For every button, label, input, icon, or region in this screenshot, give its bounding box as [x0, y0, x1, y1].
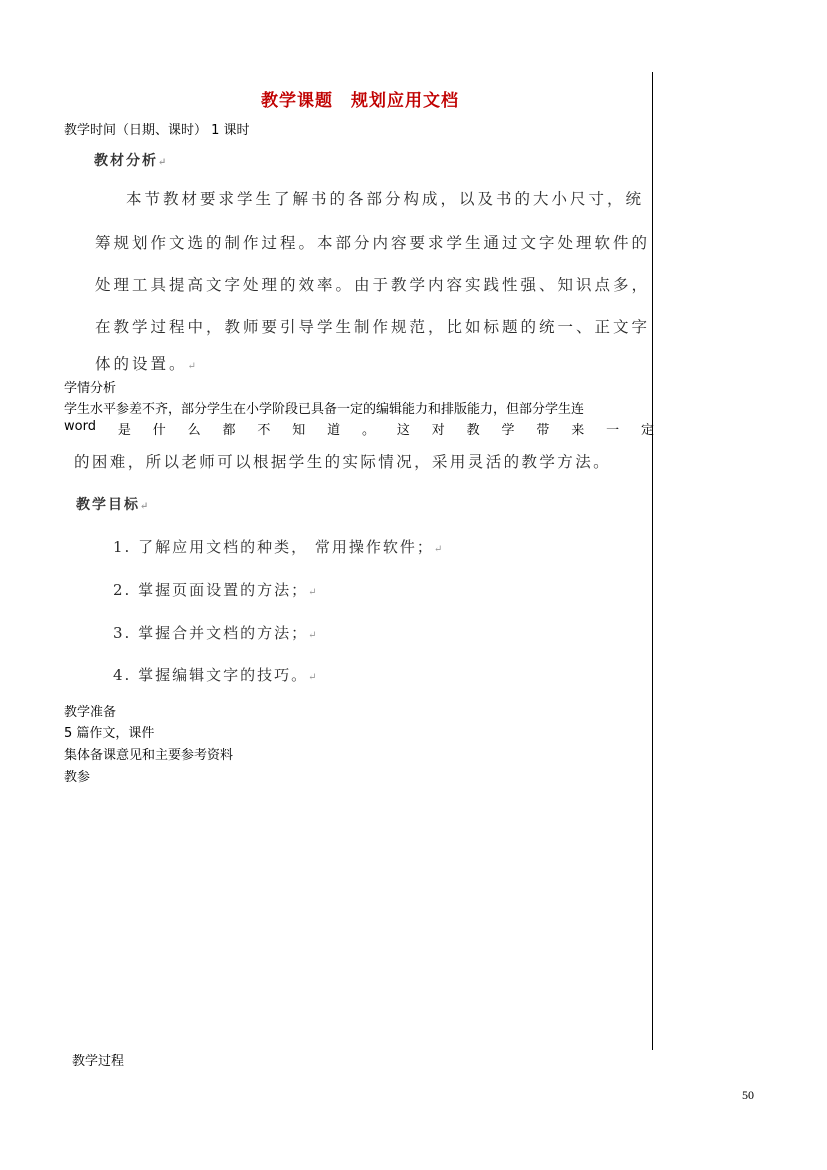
- material-line-1: 本节教材要求学生了解书的各部分构成，以及书的大小尺寸，统: [126, 190, 645, 208]
- students-line-2-word: 来: [571, 423, 585, 438]
- paragraph-mark-icon: ↵: [140, 501, 149, 512]
- material-line-3: 处理工具提高文字处理的效率。由于教学内容实践性强、知识点多，: [95, 276, 651, 294]
- paragraph-mark-icon: ↵: [158, 157, 167, 168]
- students-line-2-word: 定: [640, 423, 654, 438]
- prep-content: 5 篇作文，课件: [64, 726, 155, 741]
- paragraph-mark-icon: ↵: [308, 672, 317, 683]
- page-title: 教学课题 规划应用文档: [261, 91, 459, 111]
- reference-content: 教参: [64, 770, 91, 785]
- goal-item-4: 4. 掌握编辑文字的技巧。↵: [113, 666, 317, 684]
- goal-item-3: 3. 掌握合并文档的方法；↵: [113, 624, 317, 642]
- prep-heading: 教学准备: [64, 705, 117, 720]
- paragraph-mark-icon: ↵: [433, 544, 443, 555]
- material-line-5: 体的设置。↵: [95, 355, 196, 373]
- students-line-2: [64, 419, 654, 438]
- students-line-2-word: 都: [222, 423, 236, 438]
- goals-heading: 教学目标↵: [76, 497, 149, 513]
- column-divider: [652, 72, 653, 1050]
- students-line-2-word: word: [64, 419, 96, 434]
- students-line-2-word: 带: [536, 423, 550, 438]
- students-line-2-word: 教: [466, 423, 480, 438]
- students-line-2-word: 不: [257, 423, 271, 438]
- material-line-2: 筹规划作文选的制作过程。本部分内容要求学生通过文字处理软件的: [95, 234, 651, 252]
- students-line-2-word: 一: [606, 423, 620, 438]
- students-line-2-word: 道: [327, 423, 341, 438]
- students-heading: 学情分析: [64, 381, 117, 396]
- students-line-2-word: 什: [152, 423, 166, 438]
- material-heading: 教材分析↵: [94, 153, 167, 169]
- students-line-2-word: 这: [396, 423, 410, 438]
- page-number: 50: [742, 1088, 754, 1102]
- process-heading: 教学过程: [72, 1054, 125, 1069]
- students-line-2-word: 对: [431, 423, 445, 438]
- teaching-time: 教学时间（日期、课时） 1 课时: [64, 123, 250, 138]
- students-line-2-word: 学: [501, 423, 515, 438]
- goal-item-2: 2. 掌握页面设置的方法；↵: [113, 581, 317, 599]
- students-line-2-word: 。: [361, 423, 375, 438]
- students-line-2-word: 知: [292, 423, 306, 438]
- students-line-3: 的困难，所以老师可以根据学生的实际情况，采用灵活的教学方法。: [74, 453, 612, 471]
- material-line-4: 在教学过程中，教师要引导学生制作规范，比如标题的统一、正文字: [95, 318, 651, 336]
- students-line-2-word: 是: [117, 423, 131, 438]
- students-line-1: 学生水平参差不齐，部分学生在小学阶段已具备一定的编辑能力和排版能力，但部分学生连: [64, 402, 585, 417]
- paragraph-mark-icon: ↵: [187, 361, 196, 372]
- paragraph-mark-icon: ↵: [308, 630, 317, 641]
- students-line-2-word: 么: [187, 423, 201, 438]
- goal-item-1: 1. 了解应用文档的种类， 常用操作软件；↵: [113, 538, 443, 556]
- paragraph-mark-icon: ↵: [308, 587, 317, 598]
- reference-heading: 集体备课意见和主要参考资料: [64, 748, 234, 763]
